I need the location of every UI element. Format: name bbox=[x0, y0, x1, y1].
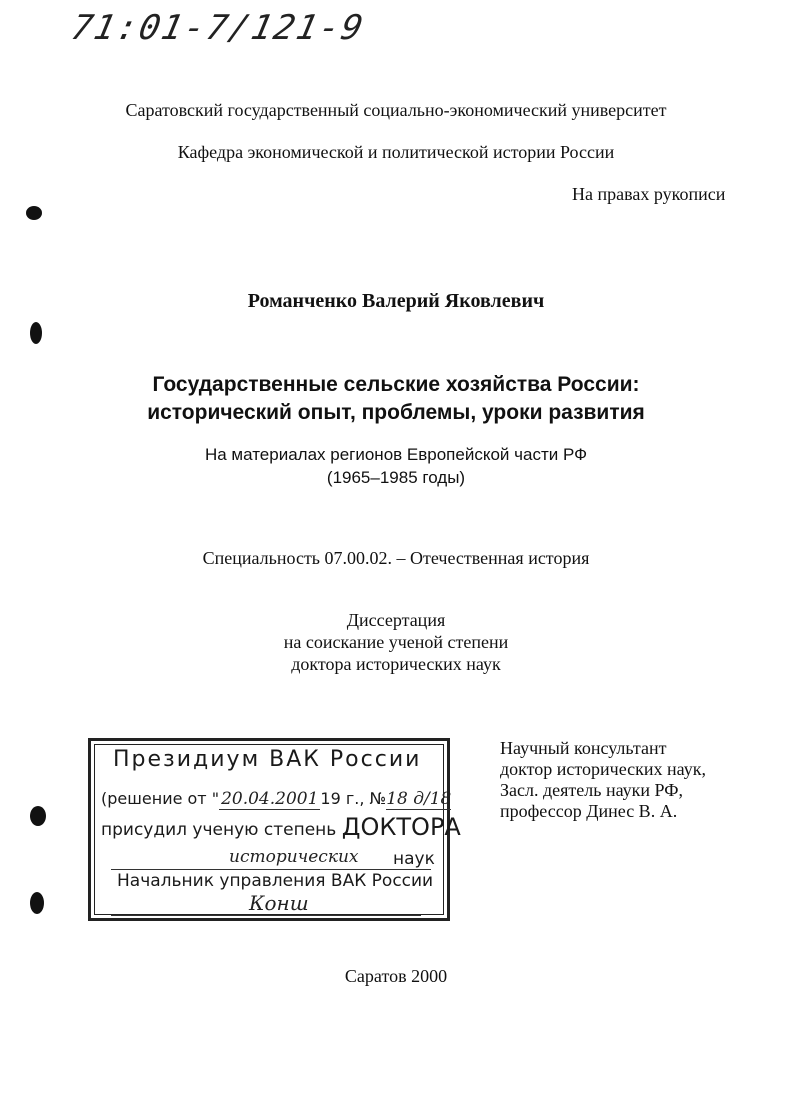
stamp-degree: ДОКТОРА bbox=[341, 813, 461, 841]
dissertation-title-line1: Государственные сельские хозяйства России: bbox=[152, 373, 640, 396]
stamp-decision-line bbox=[101, 789, 451, 809]
stamp-decision-number: 18 д/18 bbox=[386, 789, 452, 809]
stamp-signature-line bbox=[111, 891, 421, 916]
stamp-awarded-prefix: присудил ученую степень bbox=[101, 820, 337, 840]
city-year: Саратов 2000 bbox=[344, 966, 448, 986]
department-name: Кафедра экономической и политической истории России bbox=[177, 142, 615, 162]
author-name: Романченко Валерий Яковлевич bbox=[247, 290, 545, 312]
stamp-field-suffix: наук bbox=[393, 849, 435, 869]
subtitle-line2: (1965–1985 годы) bbox=[326, 468, 466, 487]
stamp-header: Президиум ВАК России bbox=[113, 747, 422, 772]
stamp-awarded-line bbox=[101, 813, 461, 841]
stamp-decision-year: 19 bbox=[320, 789, 341, 808]
university-name: Саратовский государственный социально-экономический университет bbox=[125, 100, 667, 120]
stamp-field-line bbox=[111, 847, 435, 870]
stamp-decision-date: 20.04.2001 bbox=[221, 789, 319, 809]
dissertation-line1: Диссертация bbox=[346, 610, 446, 630]
scan-blot bbox=[30, 322, 42, 344]
consultant-line4: профессор Динес В. А. bbox=[500, 801, 678, 821]
manuscript-note: На правах рукописи bbox=[572, 184, 726, 204]
consultant-line3: Засл. деятель науки РФ, bbox=[500, 780, 683, 800]
stamp-field-handwritten: исторических bbox=[229, 847, 359, 867]
stamp-chief-title: Начальник управления ВАК России bbox=[117, 871, 434, 891]
consultant-block bbox=[500, 738, 706, 822]
specialty: Специальность 07.00.02. – Отечественная история bbox=[202, 548, 590, 568]
consultant-line1: Научный консультант bbox=[500, 738, 667, 758]
dissertation-line2: на соискание ученой степени bbox=[283, 632, 509, 652]
vak-stamp bbox=[88, 738, 461, 921]
scan-blot bbox=[30, 892, 44, 914]
consultant-line2: доктор исторических наук, bbox=[500, 759, 706, 779]
archive-code-handwritten: 71:01-7/121-9 bbox=[67, 8, 369, 48]
dissertation-line3: доктора исторических наук bbox=[291, 654, 501, 674]
scan-blot bbox=[26, 206, 42, 220]
subtitle-line1: На материалах регионов Европейской части РФ bbox=[204, 445, 588, 464]
stamp-decision-prefix: (решение от " bbox=[101, 789, 220, 808]
scan-blot bbox=[30, 806, 46, 826]
stamp-signature: Конш bbox=[249, 891, 309, 915]
dissertation-title-line2: исторический опыт, проблемы, уроки развития bbox=[147, 401, 645, 424]
stamp-decision-mid: г., № bbox=[345, 789, 387, 808]
